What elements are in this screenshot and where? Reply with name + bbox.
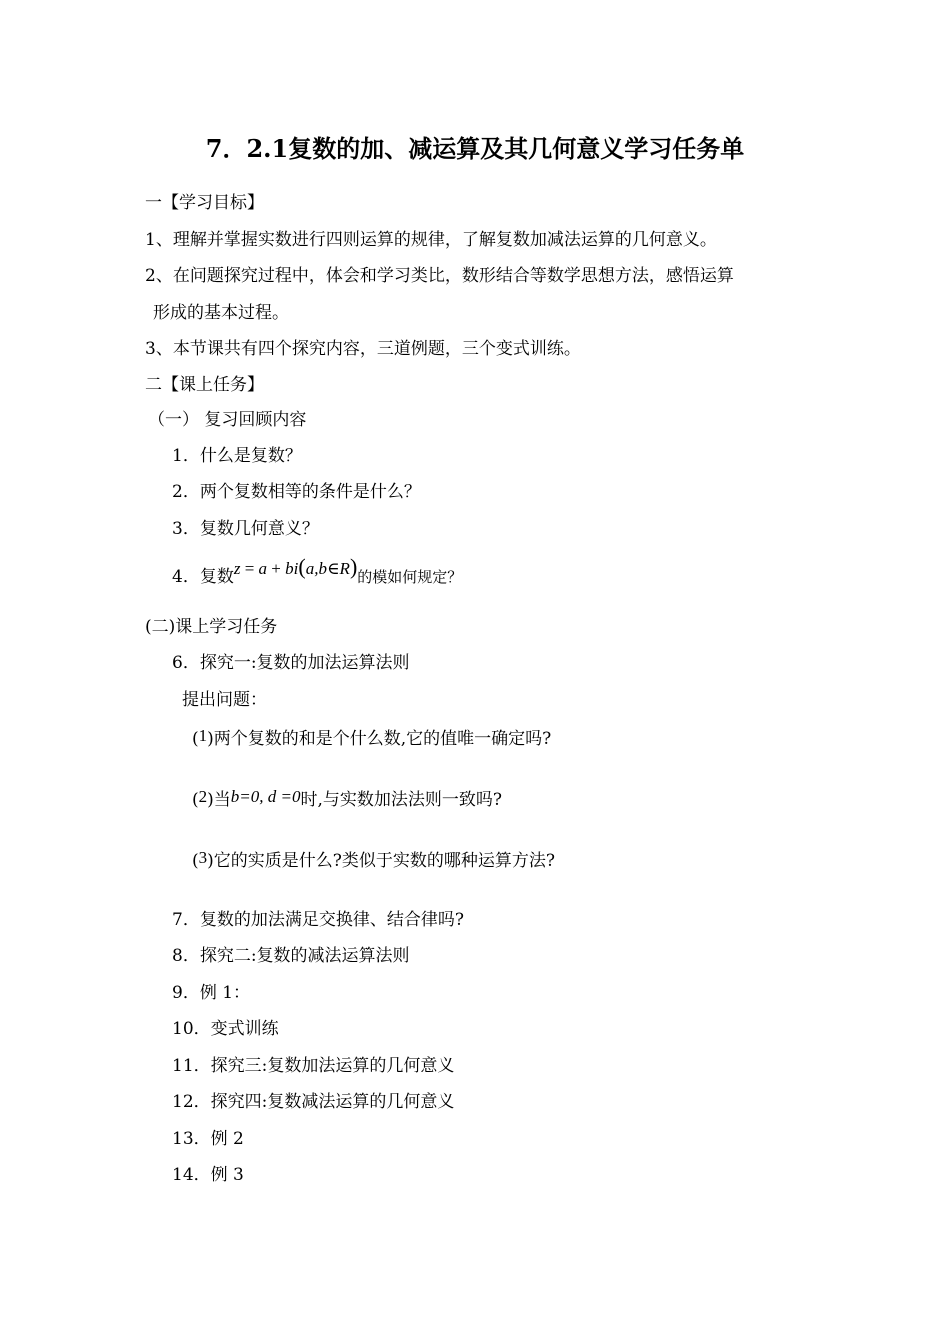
- objective-item-2: 2、在问题探究过程中，体会和学习类比，数形结合等数学思想方法，感悟运算: [145, 266, 734, 286]
- task-10: 10．变式训练: [172, 1019, 279, 1039]
- section-heading-tasks: 二【课上任务】: [145, 375, 264, 395]
- review-question-4-suffix: 的模如何规定？: [357, 568, 463, 586]
- question-1: (1)两个复数的和是个什么数,它的值唯一确定吗?: [192, 726, 552, 749]
- modulus-formula: z = a + bi(a,b∈R): [233, 554, 358, 579]
- task-6: 6．探究一:复数的加法运算法则: [172, 653, 410, 673]
- page-title: 7．2.1复数的加、减运算及其几何意义学习任务单: [205, 134, 745, 163]
- task-8: 8．探究二:复数的减法运算法则: [172, 946, 410, 966]
- review-heading: （一） 复习回顾内容: [148, 410, 307, 430]
- question-3: (3)它的实质是什么?类似于实数的哪种运算方法?: [192, 848, 556, 871]
- review-question-4-prefix: 4．复数: [172, 567, 234, 587]
- review-question-3: 3．复数几何意义？: [172, 519, 319, 539]
- question-2-number: 2: [198, 787, 208, 806]
- section-heading-objectives: 一【学习目标】: [145, 193, 264, 213]
- task-13: 13．例 2: [172, 1129, 244, 1149]
- review-question-1: 1．什么是复数？: [172, 446, 302, 466]
- question-3-number: 3: [198, 848, 208, 867]
- objective-item-3: 3、本节课共有四个探究内容，三道例题，三个变式训练。: [145, 339, 581, 359]
- review-question-2: 2．两个复数相等的条件是什么？: [172, 482, 421, 502]
- objective-item-1: 1、理解并掌握实数进行四则运算的规律，了解复数加减法运算的几何意义。: [145, 230, 717, 250]
- question-2-formula: b=0, d =0: [230, 787, 301, 806]
- task-9: 9．例 1：: [172, 983, 251, 1003]
- task-12: 12．探究四:复数减法运算的几何意义: [172, 1092, 455, 1112]
- task-7: 7．复数的加法满足交换律、结合律吗?: [172, 910, 464, 930]
- objective-item-2-continued: 形成的基本过程。: [153, 303, 289, 323]
- question-1-number: 1: [198, 726, 208, 745]
- tasks-heading: (二)课上学习任务: [145, 617, 278, 637]
- question-2: (2)当b=0, d =0时,与实数加法法则一致吗?: [192, 787, 503, 810]
- raise-questions-label: 提出问题：: [182, 690, 267, 710]
- task-11: 11．探究三:复数加法运算的几何意义: [172, 1056, 455, 1076]
- task-14: 14．例 3: [172, 1165, 244, 1185]
- review-question-4: [172, 554, 463, 588]
